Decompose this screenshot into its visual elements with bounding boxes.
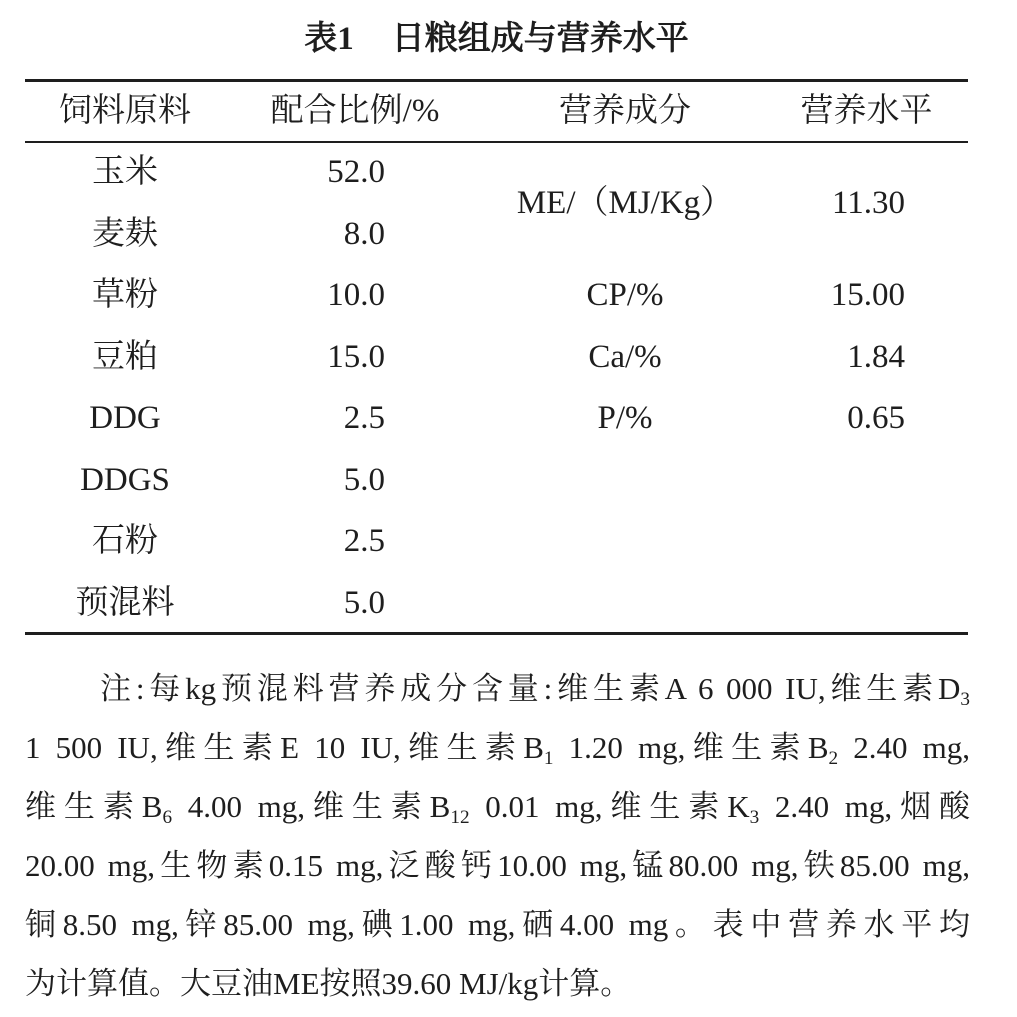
note-subscript: 1 xyxy=(543,747,554,769)
diet-composition-table xyxy=(25,80,968,634)
ingredient-name: DDGS xyxy=(80,461,170,498)
header-ratio: 配合比例/% xyxy=(270,92,440,129)
note-line xyxy=(25,777,970,836)
note-line xyxy=(25,895,970,954)
ingredient-ratio: 2.5 xyxy=(343,400,385,437)
ingredient-name: 石粉 xyxy=(92,523,158,560)
table-label: 表1 xyxy=(304,21,354,57)
nutrient-level: 15.00 xyxy=(830,277,905,314)
note-subscript: 3 xyxy=(960,688,970,710)
note-text: 2.40 mg, xyxy=(838,730,970,765)
note-line xyxy=(25,659,970,718)
ingredient-name: 预混料 xyxy=(75,584,175,621)
ingredient-name: DDG xyxy=(89,400,161,437)
ingredient-name: 豆粕 xyxy=(92,338,158,375)
ingredient-ratio: 5.0 xyxy=(343,584,385,621)
note-line xyxy=(25,836,970,895)
nutrient-name: CP/% xyxy=(586,277,664,314)
header-nutrient: 营养成分 xyxy=(559,92,691,129)
nutrient-name: P/% xyxy=(597,400,653,437)
header-nutrient-level: 营养水平 xyxy=(800,92,933,129)
ingredient-name: 麦麸 xyxy=(92,215,158,252)
note-text: 0.01 mg,维生素K xyxy=(469,789,750,824)
table-title xyxy=(25,16,968,60)
note-text: 2.40 mg,烟酸 xyxy=(759,789,970,824)
note-text: 维生素B xyxy=(25,789,163,824)
ingredient-ratio: 10.0 xyxy=(327,277,385,314)
note-subscript: 2 xyxy=(828,747,839,769)
note-line xyxy=(25,718,970,777)
note-subscript: 12 xyxy=(450,806,470,828)
table-note xyxy=(25,659,970,1013)
ingredient-ratio: 15.0 xyxy=(327,338,385,375)
nutrient-level: 1.84 xyxy=(847,338,905,375)
note-subscript: 6 xyxy=(162,806,173,828)
nutrient-level: 11.30 xyxy=(831,185,905,221)
ingredient-name: 玉米 xyxy=(92,154,158,191)
ingredient-name: 草粉 xyxy=(92,277,158,314)
note-subscript: 3 xyxy=(749,806,760,828)
table-caption: 日粮组成与营养水平 xyxy=(391,19,689,56)
ingredient-ratio: 2.5 xyxy=(343,523,385,560)
ingredient-ratio: 52.0 xyxy=(327,154,385,191)
note-text: 为计算值。大豆油ME按照39.60 MJ/kg计算。 xyxy=(25,966,632,1001)
note-text: 4.00 mg,维生素B xyxy=(172,789,451,824)
nutrient-name: Ca/% xyxy=(588,338,662,375)
nutrient-level: 0.65 xyxy=(847,400,905,437)
note-text: 1 500 IU,维生素E 10 IU,维生素B xyxy=(25,730,544,765)
note-text: 注:每kg预混料营养成分含量:维生素A 6 000 IU,维生素D xyxy=(100,671,961,706)
note-text: 20.00 mg,生物素0.15 mg,泛酸钙10.00 mg,锰80.00 mg,铁85.00 mg, xyxy=(25,848,970,883)
note-text: 1.20 mg,维生素B xyxy=(553,730,829,765)
ingredient-ratio: 8.0 xyxy=(343,215,385,252)
ingredient-ratio: 5.0 xyxy=(343,461,385,498)
note-text: 铜8.50 mg,锌85.00 mg,碘1.00 mg,硒4.00 mg。表中营养水平均 xyxy=(25,907,970,942)
header-feed-ingredient: 饲料原料 xyxy=(59,92,191,129)
nutrient-name: ME/（MJ/Kg） xyxy=(516,185,734,221)
note-line xyxy=(25,954,970,1013)
